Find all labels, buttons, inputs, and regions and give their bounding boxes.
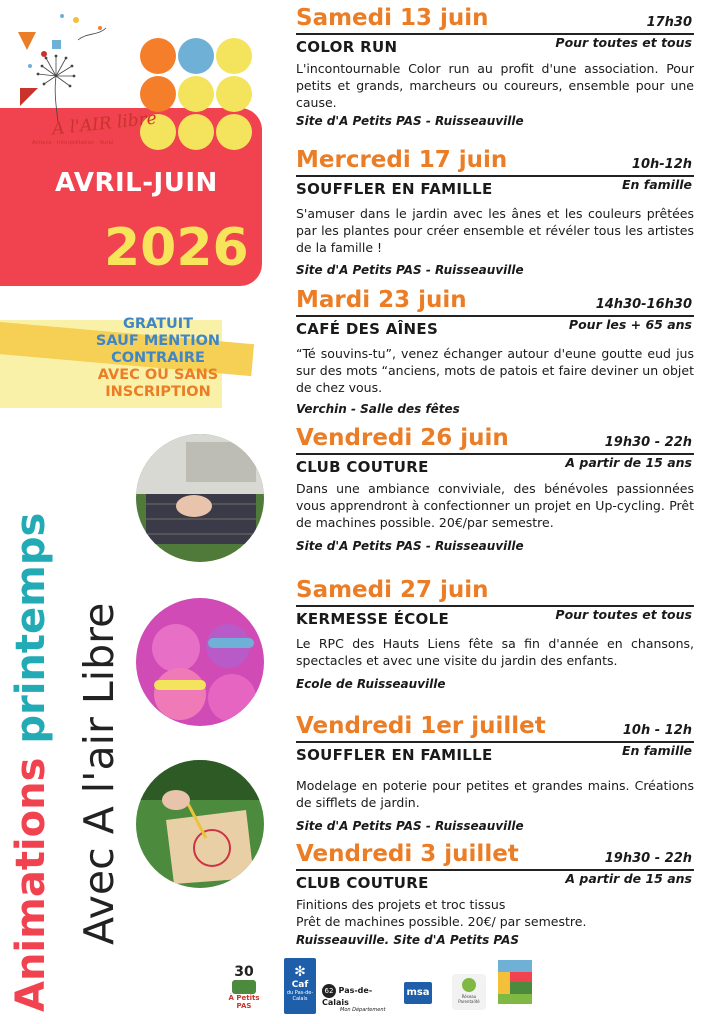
event-date: Samedi 27 juin (296, 577, 489, 603)
parentalite-icon (462, 978, 476, 992)
event-date: Vendredi 3 juillet (296, 841, 519, 867)
free-banner (78, 316, 238, 401)
brand-name: A l'AIR libre (51, 108, 158, 140)
event-location: Ecole de Ruisseauville (296, 676, 446, 691)
event-description: S'amuser dans le jardin avec les ânes et les couleurs prêtées par les plantes pour créer ensemble et révéler tous les artistes de la famille ! (296, 205, 694, 255)
event-audience: Pour toutes et tous (555, 34, 692, 50)
event-item (296, 712, 694, 840)
event-date: Mercredi 17 juin (296, 147, 508, 173)
event-time: 19h30 - 22h (604, 435, 692, 450)
logo-caf (284, 958, 316, 1014)
decor-circle-yellow (178, 114, 214, 150)
event-location: Ruisseauville. Site d'A Petits PAS (296, 932, 520, 947)
parentalite-label: Réseau Parentalité (458, 994, 480, 1004)
banner-line: CONTRAIRE (111, 350, 205, 366)
event-title: SOUFFLER EN FAMILLE (296, 179, 493, 198)
event-item (296, 146, 694, 286)
brand-logo (18, 10, 128, 160)
pdc-sub: Mon Département (340, 1007, 386, 1013)
event-title: CLUB COUTURE (296, 873, 429, 892)
logo-petits-pas-name: À Petits PAS (228, 994, 260, 1010)
logo-msa (404, 982, 432, 1004)
photo-sewing (136, 434, 264, 562)
year-label: 2026 (104, 218, 249, 278)
period-label: AVRIL-JUIN (55, 168, 218, 198)
event-time: 19h30 - 22h (604, 851, 692, 866)
brand-tagline: Actions · Interprétation · Rural (32, 140, 114, 146)
event-item (296, 576, 694, 712)
event-location: Verchin - Salle des fêtes (296, 401, 460, 416)
caf-star-icon: ✻ (294, 964, 306, 980)
photo-color-run (136, 598, 264, 726)
event-item (296, 840, 694, 947)
event-time: 10h - 12h (622, 723, 692, 738)
event-audience: Pour les + 65 ans (568, 316, 692, 332)
event-title: SOUFFLER EN FAMILLE (296, 745, 493, 764)
logo-petits-pas-num: 30 (234, 964, 254, 980)
logo-pays (498, 960, 532, 1010)
event-description: Le RPC des Hauts Liens fête sa fin d'année en chansons, spectacles et avec une visite du jardin des enfants. (296, 635, 694, 668)
event-time: 14h30-16h30 (595, 297, 692, 312)
tree-icon (232, 980, 256, 994)
decor-circle-yellow (216, 76, 252, 112)
event-location: Site d'A Petits PAS - Ruisseauville (296, 113, 524, 128)
logo-pas-de-calais (322, 984, 388, 1013)
event-title: KERMESSE ÉCOLE (296, 609, 450, 628)
decor-circle-yellow (178, 76, 214, 112)
banner-line: INSCRIPTION (105, 384, 211, 400)
event-description: Finitions des projets et troc tissus Prêt de machines possible. 20€/ par semestre. (296, 896, 587, 929)
event-date: Samedi 13 juin (296, 5, 489, 31)
decor-circle-orange (140, 76, 176, 112)
caf-label: Caf (291, 980, 309, 990)
event-date: Mardi 23 juin (296, 287, 467, 313)
decor-circle-yellow (216, 38, 252, 74)
event-time: 17h30 (646, 15, 692, 30)
vertical-title-word2: printemps (8, 512, 54, 744)
event-title: CAFÉ DES AÎNES (296, 319, 439, 338)
pdc-badge: 62 (322, 984, 336, 998)
caf-dept: du Pas-de-Calais (286, 990, 314, 1002)
events-list (296, 4, 694, 947)
event-location: Site d'A Petits PAS - Ruisseauville (296, 818, 524, 833)
event-audience: Pour toutes et tous (555, 606, 692, 622)
vertical-subtitle: Avec A l'air Libre (75, 602, 123, 945)
event-item (296, 4, 694, 146)
banner-line: AVEC OU SANS (97, 367, 219, 383)
decor-circle-blue (178, 38, 214, 74)
event-audience: En famille (621, 176, 692, 192)
event-audience: A partir de 15 ans (565, 870, 692, 886)
decor-circle-orange (140, 38, 176, 74)
event-title: CLUB COUTURE (296, 457, 429, 476)
banner-line: SAUF MENTION (95, 333, 221, 349)
event-date: Vendredi 26 juin (296, 425, 509, 451)
event-audience: A partir de 15 ans (565, 454, 692, 470)
event-time: 10h-12h (631, 157, 692, 172)
decor-circle-yellow (216, 114, 252, 150)
event-item (296, 286, 694, 424)
event-date: Vendredi 1er juillet (296, 713, 546, 739)
banner-line: GRATUIT (122, 316, 194, 332)
event-description: L'incontournable Color run au profit d'une association. Pour petits et grands, marcheurs ou coureurs, ensemble pour une cause. (296, 60, 694, 110)
msa-label: msa (406, 987, 430, 998)
event-description: Dans une ambiance conviviale, des bénévoles passionnées vous apprendront à confectionner un projet en Up-cycling. Prêt de machines possible. 20€/par semestre. (296, 480, 694, 530)
event-title: COLOR RUN (296, 37, 398, 56)
event-location: Site d'A Petits PAS - Ruisseauville (296, 262, 524, 277)
pdc-name: Pas-de-Calais (322, 986, 373, 1007)
vertical-title (8, 513, 54, 1012)
partner-logos (226, 958, 536, 1020)
logo-parentalite (452, 974, 486, 1010)
event-audience: En famille (621, 742, 692, 758)
photo-garden-drawing (136, 760, 264, 888)
event-description: “Té souvins-tu”, venez échanger autour d'eune goutte eud jus sur des mots “anciens, mots de patois et faire deviner un objet de chez vous. (296, 345, 694, 395)
logo-petits-pas (226, 964, 262, 1010)
vertical-title-word1: Animations (8, 757, 54, 1012)
event-item (296, 424, 694, 576)
event-description: Modelage en poterie pour petites et grandes mains. Créations de sifflets de jardin. (296, 777, 694, 810)
event-location: Site d'A Petits PAS - Ruisseauville (296, 538, 524, 553)
